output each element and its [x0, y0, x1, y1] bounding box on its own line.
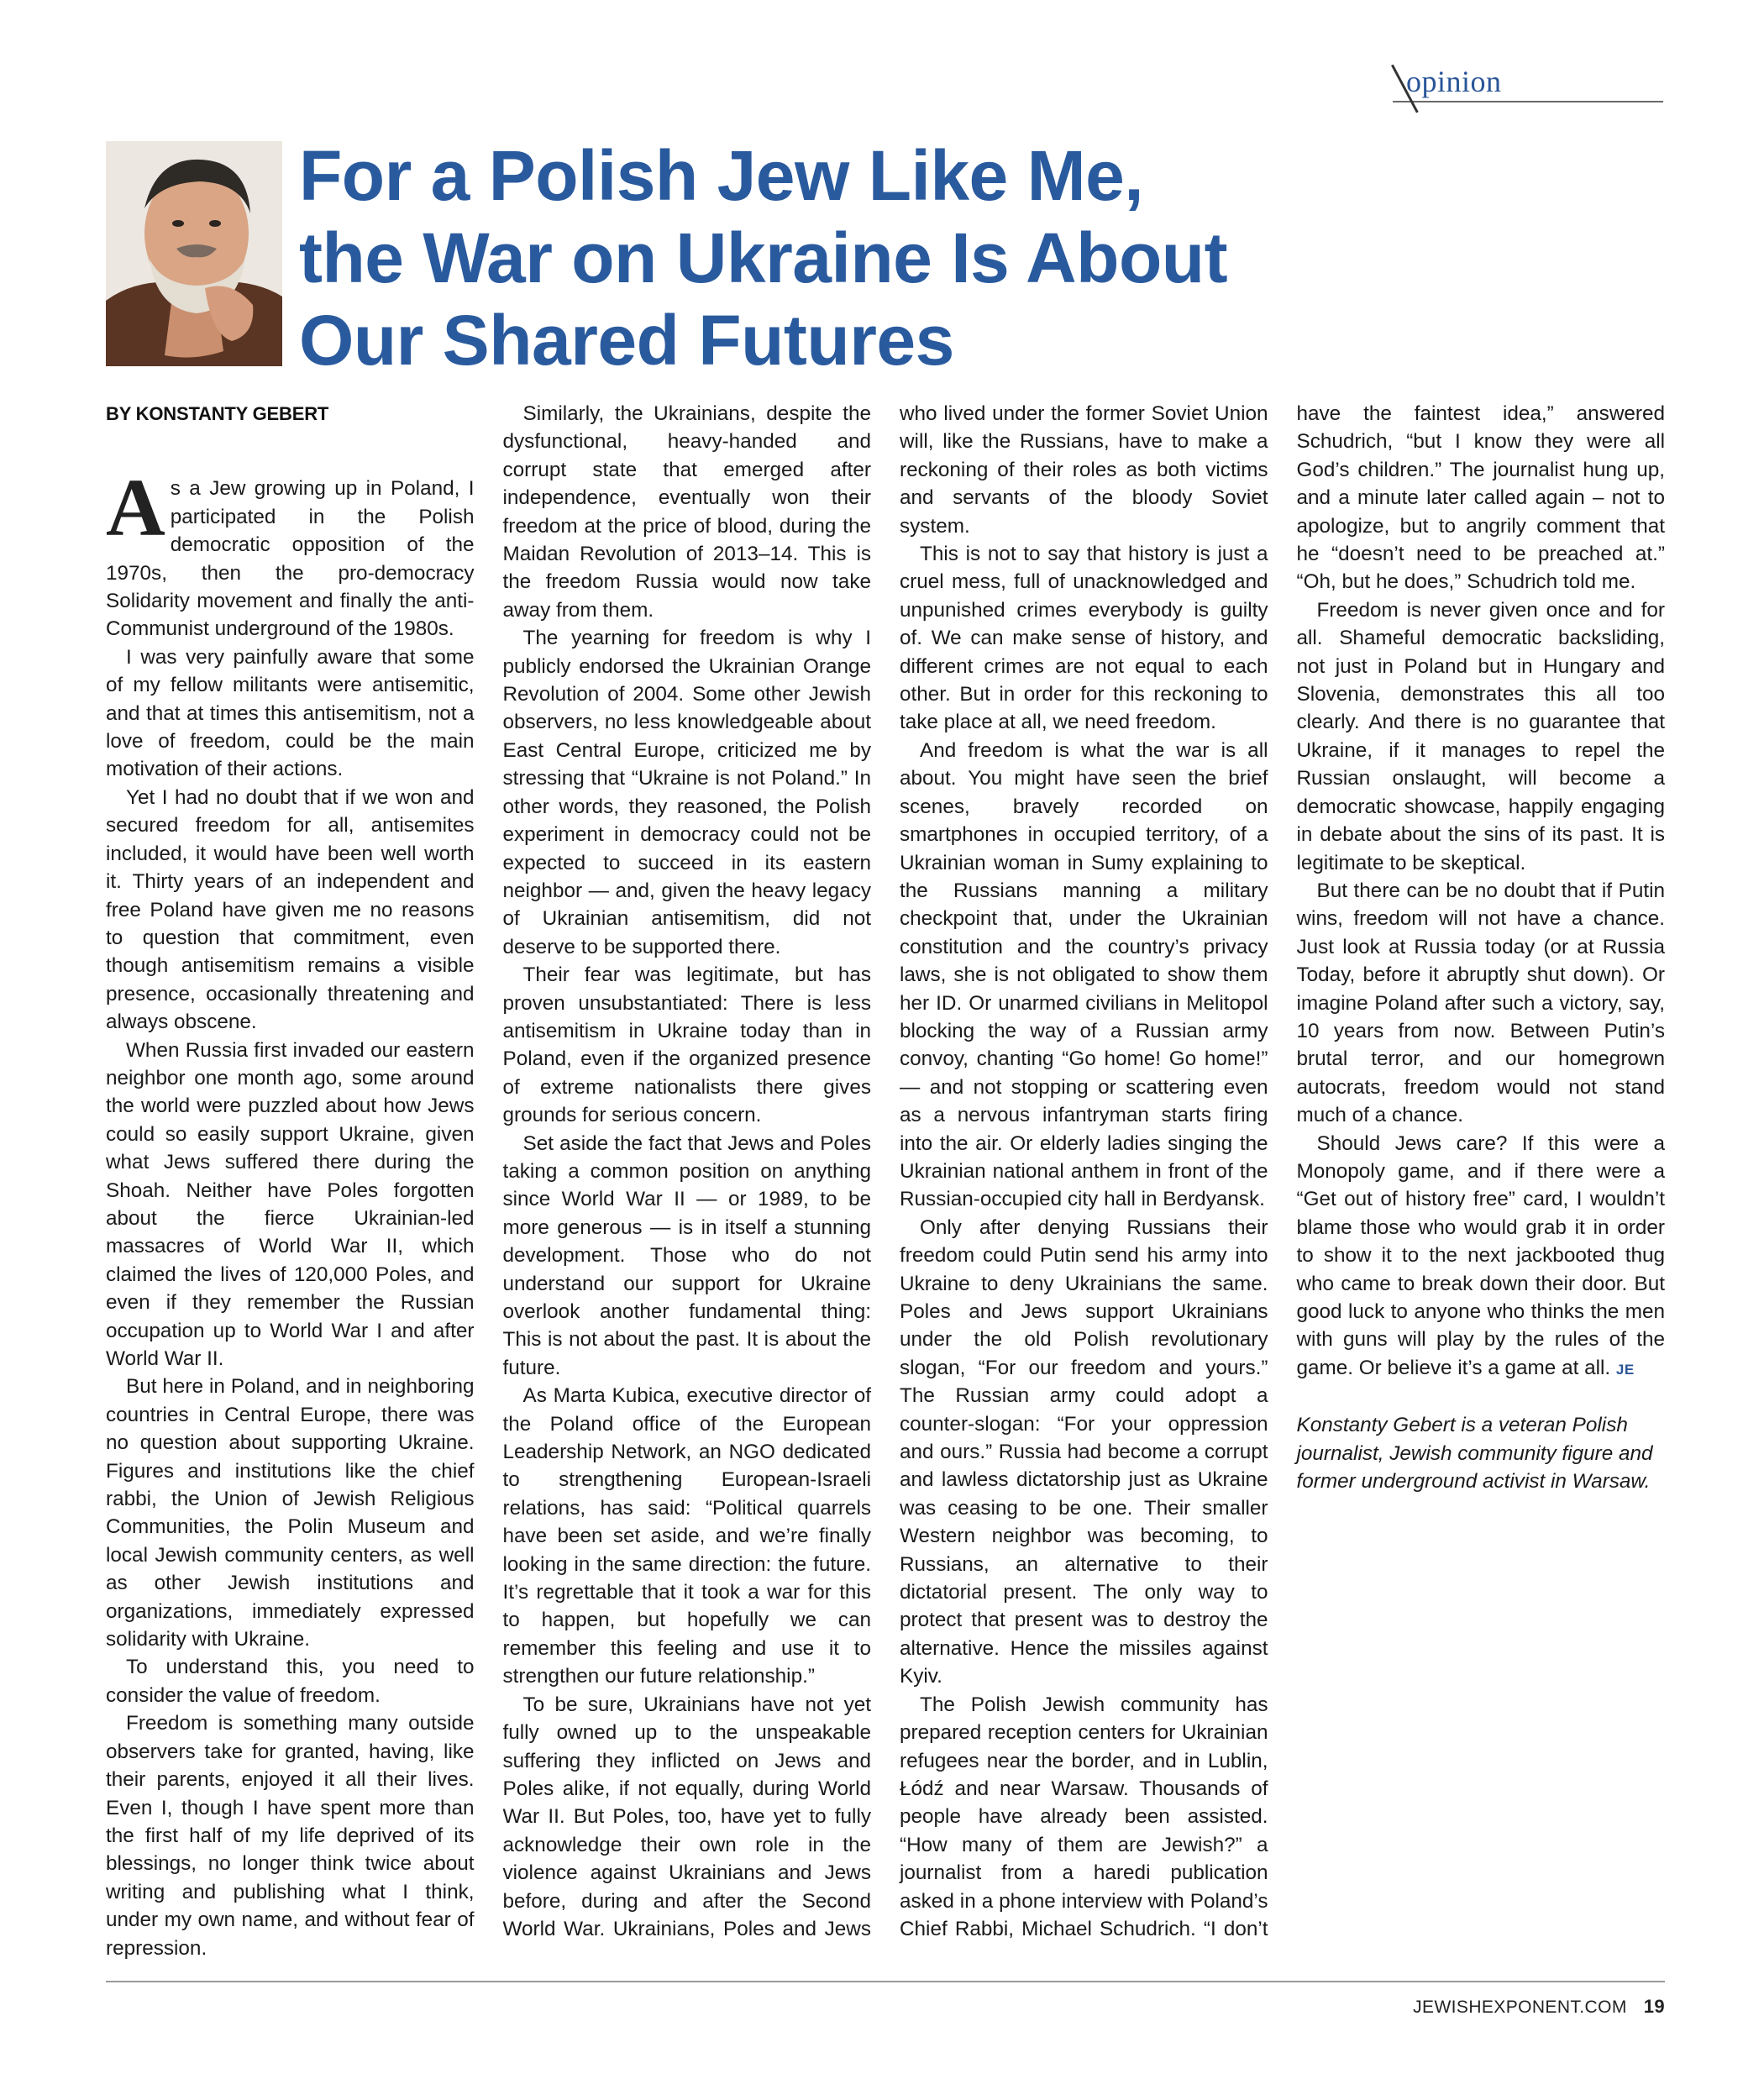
drop-cap: A: [106, 463, 165, 554]
paragraph: Yet I had no doubt that if we won and secured freedom for all, antisemites included, it would have been well worth it. Thirty years of an independent and free Poland have given me no reasons to question that commitment, even though antisemitism remains a visible presence, occasionally threatening and always obscene.: [106, 785, 475, 1034]
paragraph: This is not to say that history is just a cruel mess, full of unacknowledged and unpunished crimes everybody is guilty of. We can make sense of history, and different crimes are not equal to each other. But in order for this reckoning to take place at all, we need freedom.: [900, 543, 1268, 734]
article-body: [106, 400, 1665, 1971]
last-paragraph: [1297, 1130, 1666, 1384]
footer-site: JEWISHEXPONENT.COM: [1413, 1998, 1627, 2017]
byline: BY KONSTANTY GEBERT: [106, 403, 329, 424]
paragraph: The yearning for freedom is why I publicly endorsed the Ukrainian Orange Revolution of 2004. Some other Jewish observers, no less knowledgeable about East Central Europe, criticized me by stressing that “Ukraine is not Poland.” In other words, they reasoned, the Polish experiment in democracy could not be expected to succeed in its eastern neighbor — and, given the heavy legacy of Ukrainian antisemitism, did not deserve to be supported there.: [502, 627, 871, 958]
paragraph: The Polish Jewish community has prepared reception centers for Ukrainian refugees near the border, and in Lublin, Łódź and near Warsaw. Thousands of people have already been assisted. “How many of them are Jewish?” a journalist from a haredi publication asked in a phone interview with Poland’s Chief Rabbi, Michael Schudrich. “I don’t have the faintest idea,” answered Schudrich, “but I know they were all God’s children.” The journalist hung up, and a minute later called again – not to apologize, but to angrily comment that he “doesn’t need to be preached at.” “Oh, but he does,” Schudrich told me.: [900, 402, 1665, 1940]
paragraph: When Russia first invaded our eastern neighbor one month ago, some around the world were puzzled about how Jews could so easily support Ukraine, given what Jews suffered there during the Shoah. Neither have Poles forgotten about the fierce Ukrainian-led massacres of World War II, which claimed the lives of 120,000 Poles, and even if they remember the Russian occupation up to World War I and after World War II.: [106, 1038, 475, 1370]
paragraph: To be sure, Ukrainians have not yet fully owned up to the unspeakable suffering they inflicted on Jews and Poles alike, if not equally, during World War II. But Poles, too, have yet to fully acknowledge their own role in the violence against Ukrainians and Jews before, during and after the Second World War. Ukrainians, Poles and Jews who lived under the former Soviet Union will, like the Russians, have to make a reckoning of their roles as both victims and servants of the bloody Soviet system.: [502, 402, 1268, 1940]
paragraph: Only after denying Russians their freedom could Putin send his army into Ukraine to deny Ukrainians the same. Poles and Jews support Ukrainians under the old Polish revolutionary slogan, “For our freedom and yours.” The Russian army could adopt a counter-slogan: “For your oppression and ours.” Russia had become a corrupt and lawless dictatorship just as Ukraine was ceasing to be one. Their smaller Western neighbor was becoming, to Russians, an alternative to their dictatorial present. The only way to protect that present was to destroy the alternative. Hence the missiles against Kyiv.: [900, 1215, 1268, 1688]
page-footer: [1413, 1996, 1665, 2018]
paragraph: I was very painfully aware that some of my fellow militants were antisemitic, and that at times this antisemitism, not a love of freedom, could be the main motivation of their actions.: [106, 645, 475, 781]
paragraph: Their fear was legitimate, but has proven unsubstantiated: There is less antisemitism in Ukraine today than in Poland, even if the organized presence of extreme nationalists there gives grounds for serious concern.: [502, 963, 871, 1127]
end-mark: JE: [1615, 1361, 1635, 1378]
paragraph: As Marta Kubica, executive director of the Poland office of the European Leadership Network, an NGO dedicated to strengthening European-Israeli relations, has said: “Political quarrels have been set aside, and we’re finally looking in the same direction: the future. It’s regrettable that it took a war for this to happen, but hopefully we can remember this feeling and use it to strengthen our future relationship.”: [502, 1384, 871, 1688]
headline-line-1: For a Polish Jew Like Me,: [299, 136, 1144, 215]
last-paragraph-text: Should Jews care? If this were a Monopoly game, and if there were a “Get out of history free” card, I wouldn’t blame those who would grab it in order to show it to the next jackbooted thug who came to break down their door. But good luck to anyone who thinks the men with guns will play by the rules of the game. Or believe it’s a game at all.: [1296, 1131, 1665, 1379]
first-paragraph-text: s a Jew growing up in Poland, I participated in the Polish democratic opposition of the 1970s, then the pro-democracy Solidarity movement and finally the anti-Communist underground of the 1980s.: [106, 477, 475, 641]
headline-line-2: the War on Ukraine Is About: [299, 218, 1228, 297]
author-bio: Konstanty Gebert is a veteran Polish journalist, Jewish community figure and former underground activist in Warsaw.: [1296, 1414, 1653, 1494]
headline: [299, 134, 1475, 381]
paragraph: And freedom is what the war is all about. You might have seen the brief scenes, bravely recorded on smartphones in occupied territory, of a Ukrainian woman in Sumy explaining to the Russians manning a military checkpoint that, under the Ukrainian constitution and the country’s privacy laws, she is not obligated to show them her ID. Or unarmed civilians in Melitopol blocking the way of a Russian army convoy, chanting “Go home! Go home!” — and not stopping or scattering even as a nervous infantryman starts firing into the air. Or elderly ladies singing the Ukrainian national anthem in front of the Russian-occupied city hall in Berdyansk.: [900, 738, 1268, 1211]
page-number: 19: [1643, 1996, 1665, 2017]
paragraph: To understand this, you need to consider the value of freedom.: [106, 1656, 475, 1707]
paragraph: Freedom is something many outside observers take for granted, having, like their parents, enjoyed it all their lives. Even I, though I have spent more than the first half of my life deprived of its blessings, no longer think twice about writing and publishing what I think, under my own name, and without fear of repression.: [106, 1712, 475, 1960]
first-paragraph: [106, 463, 475, 643]
paragraph: Set aside the fact that Jews and Poles taking a common position on anything since World War II — or 1989, to be more generous — is in itself a stunning development. Those who do not understand our support for Ukraine overlook another fundamental thing: This is not about the past. It is about the future.: [502, 1131, 871, 1379]
paragraph: Similarly, the Ukrainians, despite the dysfunctional, heavy-handed and corrupt state that emerged after independence, eventually won their freedom at the price of blood, during the Maidan Revolution of 2013–14. This is the freedom Russia would now take away from them.: [502, 402, 871, 622]
paragraph: But here in Poland, and in neighboring countries in Central Europe, there was no question about supporting Ukraine. Figures and institutions like the chief rabbi, the Union of Jewish Religious Communities, the Polin Museum and local Jewish community centers, as well as other Jewish institutions and organizations, immediately expressed solidarity with Ukraine.: [106, 1375, 475, 1651]
section-label: opinion: [1406, 65, 1502, 98]
paragraph: But there can be no doubt that if Putin wins, freedom will not have a chance. Just look at Russia today (or at Russia Today, before it abruptly shut down). Or imagine Poland after such a victory, say, 10 years from now. Between Putin’s brutal terror, and our homegrown autocrats, freedom would not stand much of a chance.: [1296, 879, 1665, 1127]
section-tag: [1376, 59, 1663, 109]
headline-line-3: Our Shared Futures: [299, 301, 954, 380]
footer-rule: [106, 1981, 1665, 1982]
paragraph: Freedom is never given once and for all. Shameful democratic backsliding, not just in Poland but in Hungary and Slovenia, demonstrates this all too clearly. And there is no guarantee that Ukraine, if it manages to repel the Russian onslaught, will become a democratic showcase, happily engaging in debate about the sins of its past. It is legitimate to be skeptical.: [1296, 598, 1665, 874]
author-photo: [106, 141, 282, 366]
section-rule: [1393, 101, 1663, 102]
